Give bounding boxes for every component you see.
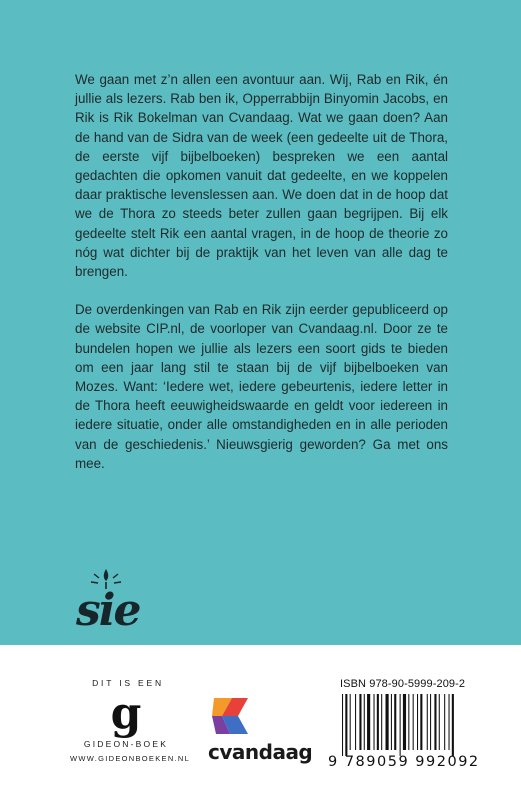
cvandaag-wordmark: cvandaag <box>208 740 313 764</box>
gideon-logo <box>70 678 191 763</box>
isbn-block <box>328 678 480 770</box>
barcode-digits: 9 789059 992092 <box>328 754 480 770</box>
gideon-g-mark: g <box>110 688 142 739</box>
gideon-url: WWW.GIDEONBOEKEN.NL <box>70 754 191 763</box>
blurb-paragraph-2: De overdenkingen van Rab en Rik zijn eerder gepubliceerd op de website CIP.nl, de voorloper van Cvandaag.nl. Door ze te bundelen hopen we jullie als lezers een soort gids te bieden om een jaar lang stil te staan bij de vijf bijbelboeken van Mozes. Want: ‘Iedere wet, iedere gebeurtenis, iedere letter in de Thora heeft eeuwigheidswaarde en geldt voor iedereen in iedere situatie, onder alle omstandigheden en in alle perioden van de geschiedenis.’ Nieuwsgierig geworden? Ga met ons mee. <box>75 302 448 471</box>
gideon-tagline: DIT IS EEN <box>92 678 164 688</box>
blurb-paragraph-1: We gaan met z’n allen een avontuur aan. Wij, Rab en Rik, én jullie als lezers. Rab ben ik, Opperrabbijn Binyomin Jacobs, en Rik is Rik Bokelman van Cvandaag. Wat we gaan doen? Aan de hand van de Sidra van de week (een gedeelte uit de Thora, de eerste vijf bijbelboeken) bespreken we een aantal gedachten die opkomen vanuit dat gedeelte, en we koppelen daar praktische levenslessen aan. We doen dat in de hoop dat we de Thora zo steeds beter zullen gaan begrijpen. Bij elk gedeelte stelt Rik een aantal vragen, in de hoop de theorie zo nóg wat dichter bij de praktijk van het leven van alle dag te brengen. <box>75 72 448 280</box>
sie-logo-text: sie <box>76 585 140 636</box>
cvandaag-mark-icon <box>208 690 256 738</box>
sie-logo <box>76 565 156 635</box>
back-cover-blurb <box>75 70 448 492</box>
isbn-label: ISBN 978-90-5999-209-2 <box>340 678 466 690</box>
gideon-name: GIDEON-BOEK <box>83 739 169 749</box>
isbn-barcode <box>340 694 480 756</box>
